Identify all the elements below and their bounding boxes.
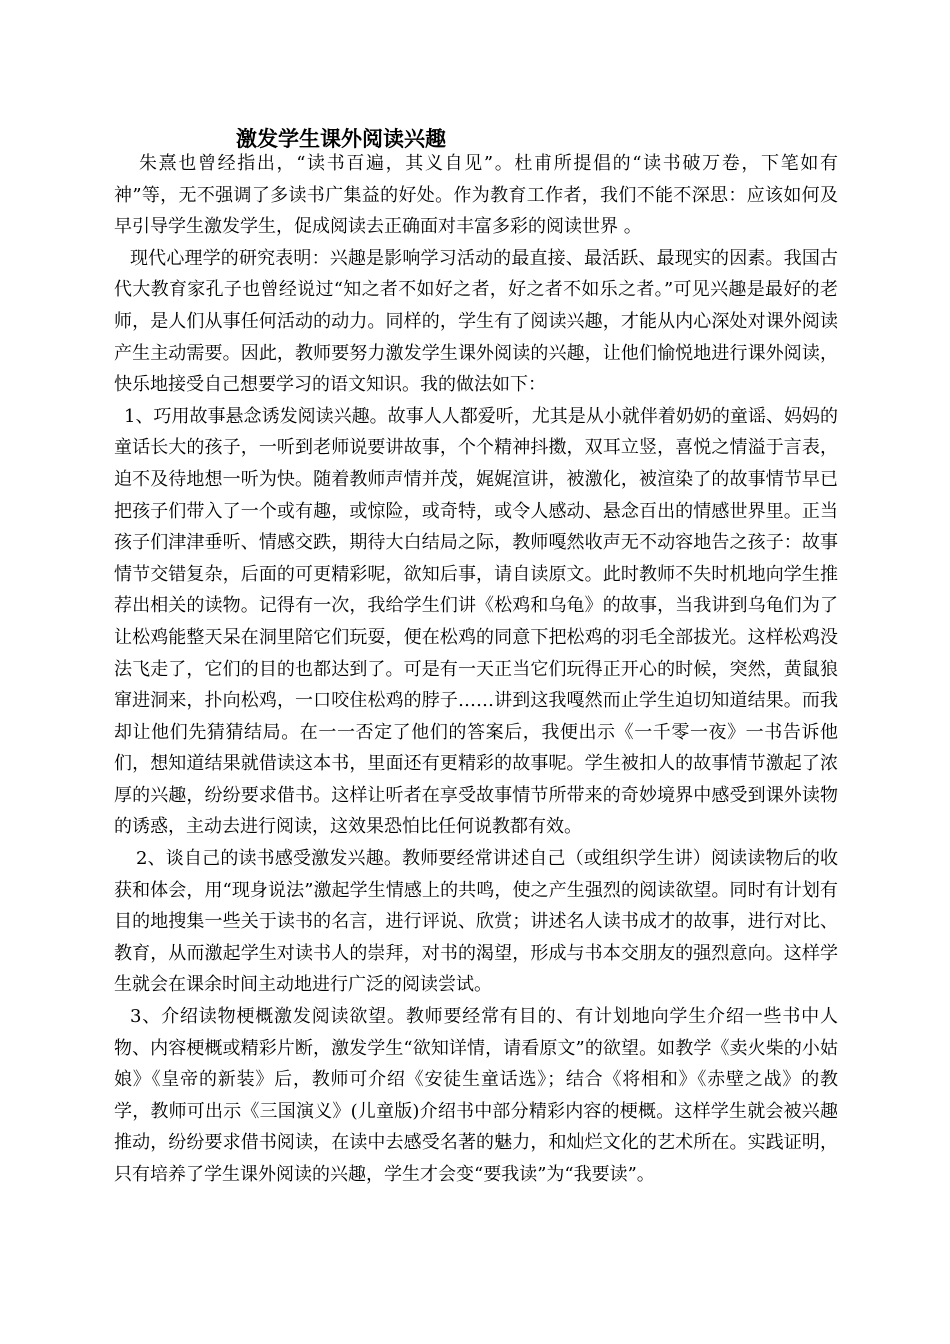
paragraph-method-2: 2、谈自己的读书感受激发兴趣。教师要经常讲述自己（或组织学生讲）阅读读物后的收获和体会，用“现身说法”激起学生情感上的共鸣，使之产生强烈的阅读欲望。同时有计划有目的地搜集一些关于读书的名言，进行评说、欣赏；讲述名人读书成才的故事，进行对比、教育，从而激起学生对读书人的崇拜，对书的渴望，形成与书本交朋友的强烈意向。这样学生就会在课余时间主动地进行广泛的阅读尝试。 <box>114 848 838 996</box>
paragraph-method-3: 3、介绍读物梗概激发阅读欲望。教师要经常有目的、有计划地向学生介绍一些书中人物、内容梗概或精彩片断，激发学生“欲知详情，请看原文”的欲望。如教学《卖火柴的小姑娘》《皇帝的新装》后，教师可介绍《安徒生童话选》；结合《将相和》《赤壁之战》的教学，教师可出示《三国演义》(儿童版)介绍书中部分精彩内容的梗概。这样学生就会被兴趣推动，纷纷要求借书阅读，在读中去感受名著的魅力，和灿烂文化的艺术所在。实践证明，只有培养了学生课外阅读的兴趣，学生才会变“要我读”为“我要读”。 <box>114 1006 838 1185</box>
paragraph-method-1: 1、巧用故事悬念诱发阅读兴趣。故事人人都爱听，尤其是从小就伴着奶奶的童谣、妈妈的童话长大的孩子，一听到老师说要讲故事，个个精神抖擞，双耳立竖，喜悦之情溢于言表，迫不及待地想一听为快。随着教师声情并茂，娓娓渲讲，被激化，被渲染了的故事情节早已把孩子们带入了一个或有趣，或惊险，或奇特，或令人感动、悬念百出的情感世界里。正当孩子们津津垂听、情感交跌，期待大白结局之际，教师嘎然收声无不动容地告之孩子：故事情节交错复杂，后面的可更精彩呢，欲知后事，请自读原文。此时教师不失时机地向学生推荐出相关的读物。记得有一次，我给学生们讲《松鸡和乌龟》的故事，当我讲到乌龟们为了让松鸡能整天呆在洞里陪它们玩耍，便在松鸡的同意下把松鸡的羽毛全部拔光。这样松鸡没法飞走了，它们的目的也都达到了。可是有一天正当它们玩得正开心的时候，突然，黄鼠狼窜进洞来，扑向松鸡，一口咬住松鸡的脖子……讲到这我嘎然而止学生迫切知道结果。而我却让他们先猜猜结局。在一一否定了他们的答案后，我便出示《一千零一夜》一书告诉他们，想知道结果就借读这本书，里面还有更精彩的故事呢。学生被扣人的故事情节激起了浓厚的兴趣，纷纷要求借书。这样让听者在享受故事情节所带来的奇妙境界中感受到课外读物的诱惑，主动去进行阅读，这效果恐怕比任何说教都有效。 <box>114 405 838 838</box>
document-body <box>114 148 838 1191</box>
paragraph-psychology: 现代心理学的研究表明：兴趣是影响学习活动的最直接、最活跃、最现实的因素。我国古代大教育家孔子也曾经说过“知之者不如好之者，好之者不如乐之者。”可见兴趣是最好的老师，是人们从事任何活动的动力。同样的，学生有了阅读兴趣，才能从内心深处对课外阅读产生主动需要。因此，教师要努力激发学生课外阅读的兴趣，让他们愉悦地进行课外阅读，快乐地接受自己想要学习的语文知识。我的做法如下： <box>114 247 838 396</box>
paragraph-intro: 朱熹也曾经指出，“读书百遍，其义自见”。杜甫所提倡的“读书破万卷，下笔如有神”等，无不强调了多读书广集益的好处。作为教育工作者，我们不能不深思：应该如何及早引导学生激发学生，促成阅读去正确面对丰富多彩的阅读世界 。 <box>114 153 838 238</box>
document-title: 激发学生课外阅读兴趣 <box>236 126 446 151</box>
